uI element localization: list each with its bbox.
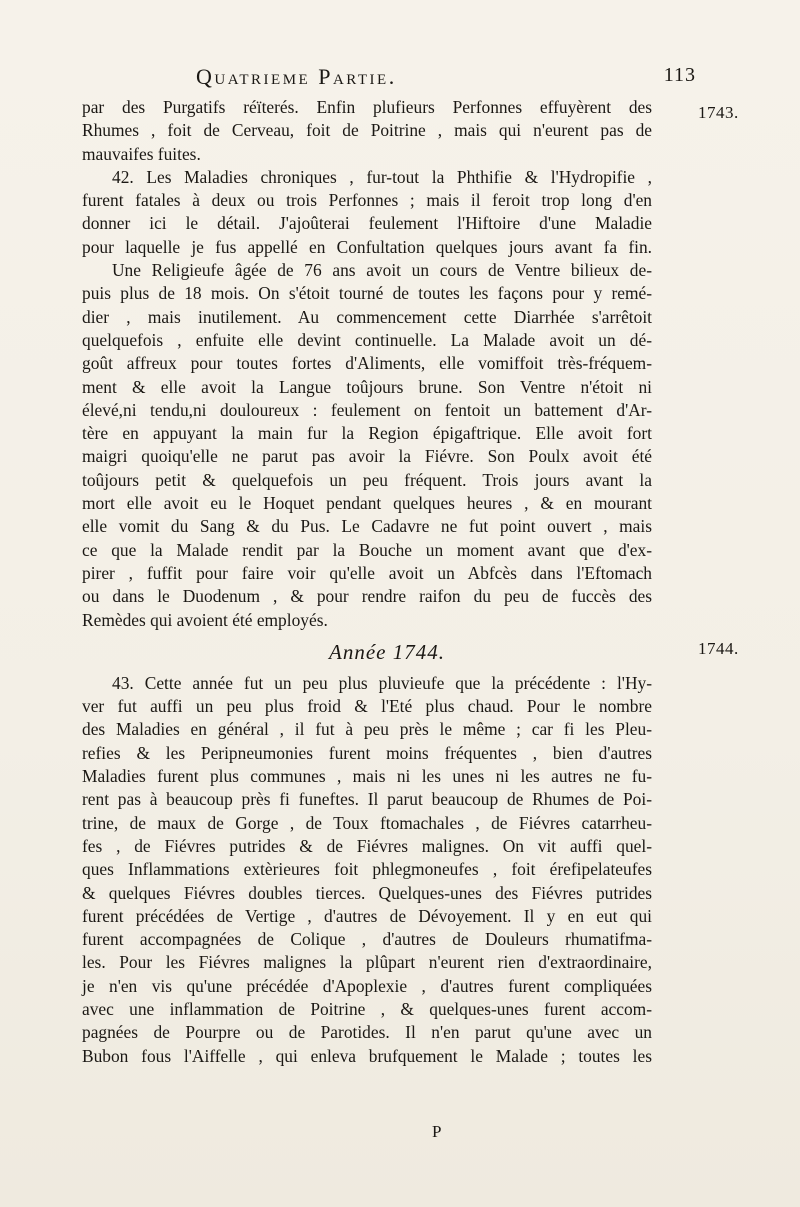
text-line: Rhumes , foit de Cerveau, foit de Poitrine , mais qui n'eurent pas de [82, 120, 652, 141]
running-head [196, 64, 696, 96]
text-line: furent précédées de Vertige , d'autres de Dévoyement. Il y en eut qui [82, 905, 652, 926]
text-line: tère en appuyant la main fur la Region épigaftrique. Elle avoit fort [82, 423, 652, 444]
running-head-title: Quatrieme Partie. [196, 64, 397, 89]
text-line: & quelques Fiévres doubles tierces. Quelques-unes des Fiévres putrides [82, 882, 652, 903]
year-heading: Année 1744. [329, 639, 445, 664]
text-line: dier , mais inutilement. Au commencement cette Diarrhée s'arrêtoit [82, 306, 652, 327]
text-line: ment & elle avoit la Langue toûjours brune. Son Ventre n'étoit ni [82, 376, 652, 397]
text-line: mauvaifes fuites. [82, 143, 201, 164]
text-line: pour laquelle je fus appellé en Confultation quelques jours avant fa fin. [82, 236, 652, 257]
text-line: 42. Les Maladies chroniques , fur-tout la Phthifie & l'Hydropifie , [112, 166, 652, 187]
text-line: 43. Cette année fut un peu plus pluvieufe que la précédente : l'Hy- [112, 672, 652, 693]
text-line: Une Religieufe âgée de 76 ans avoit un cours de Ventre bilieux de- [112, 260, 652, 281]
text-line: furent fatales à deux ou trois Perfonnes ; mais il feroit trop long d'en [82, 190, 652, 211]
text-line: les. Pour les Fiévres malignes la plûpart n'eurent rien d'extraordinaire, [82, 952, 652, 973]
text-line: fes , de Fiévres putrides & de Fiévres malignes. On vit auffi quel- [82, 835, 652, 856]
page-number: 113 [663, 64, 696, 86]
margin-year-1743: 1743. [698, 103, 739, 122]
paragraphs-before-heading [82, 96, 652, 632]
text-line: puis plus de 18 mois. On s'étoit tourné de toutes les façons pour y remé- [82, 283, 652, 304]
text-line: ou dans le Duodenum , & pour rendre raifon du peu de fuccès des [82, 586, 652, 607]
text-line: Maladies furent plus communes , mais ni les unes ni les autres ne fu- [82, 766, 652, 787]
text-line: rent pas à beaucoup près fi funeftes. Il parut beaucoup de Rhumes de Poi- [82, 789, 652, 810]
text-line: par des Purgatifs réïterés. Enfin plufieurs Perfonnes effuyèrent des [82, 97, 652, 117]
text-line: toûjours petit & quelquefois un peu fréquent. Trois jours avant la [82, 469, 652, 490]
text-line: élevé,ni tendu,ni douloureux : feulement on fentoit un battement d'Ar- [82, 399, 652, 420]
text-line: pagnées de Pourpre ou de Parotides. Il n'en parut qu'une avec un [82, 1022, 652, 1043]
signature-mark: P [432, 1122, 442, 1141]
text-line: pirer , fuffit pour faire voir qu'elle avoit un Abfcès dans l'Eftomach [82, 562, 652, 583]
margin-year-1744: 1744. [698, 639, 739, 658]
paragraphs-after-heading [82, 672, 652, 1068]
text-line: trine, de maux de Gorge , de Toux ftomachales , de Fiévres catarrheu- [82, 812, 652, 833]
text-line: furent accompagnées de Colique , d'autres de Douleurs rhumatifma- [82, 929, 652, 950]
text-line: refies & les Peripneumonies furent moins fréquentes , bien d'autres [82, 742, 652, 763]
text-line: elle vomit du Sang & du Pus. Le Cadavre ne fut point ouvert , mais [82, 516, 652, 537]
body-text [82, 96, 652, 1068]
text-line: Bubon fous l'Aiffelle , qui enleva brufquement le Malade ; toutes les [82, 1045, 652, 1066]
text-line: mort elle avoit eu le Hoquet pendant quelques heures , & en mourant [82, 493, 652, 514]
text-line: goût affreux pour toutes fortes d'Aliments, elle vomiffoit très-fréquem- [82, 353, 652, 374]
text-line: ce que la Malade rendit par la Bouche un moment avant que d'ex- [82, 539, 652, 560]
text-line: Remèdes qui avoient été employés. [82, 609, 328, 630]
text-line: donner ici le détail. J'ajoûterai feulement l'Hiftoire d'une Maladie [82, 213, 652, 234]
text-line: ques Inflammations extèrieures foit phlegmoneufes , foit érefipelateufes [82, 859, 652, 880]
text-line: quelquefois , enfuite elle devint continuelle. La Malade avoit un dé- [82, 329, 652, 350]
text-line: des Maladies en général , il fut à peu près le même ; car fi les Pleu- [82, 719, 652, 740]
text-line: je n'en vis qu'une précédée d'Apoplexie , d'autres furent compliquées [82, 975, 652, 996]
text-line: ver fut auffi un peu plus froid & l'Eté plus chaud. Pour le nombre [82, 696, 652, 717]
text-line: avec une inflammation de Poitrine , & quelques-unes furent accom- [82, 998, 652, 1019]
text-line: maigri quoiqu'elle ne parut pas avoir la Fiévre. Son Poulx avoit été [82, 446, 652, 467]
